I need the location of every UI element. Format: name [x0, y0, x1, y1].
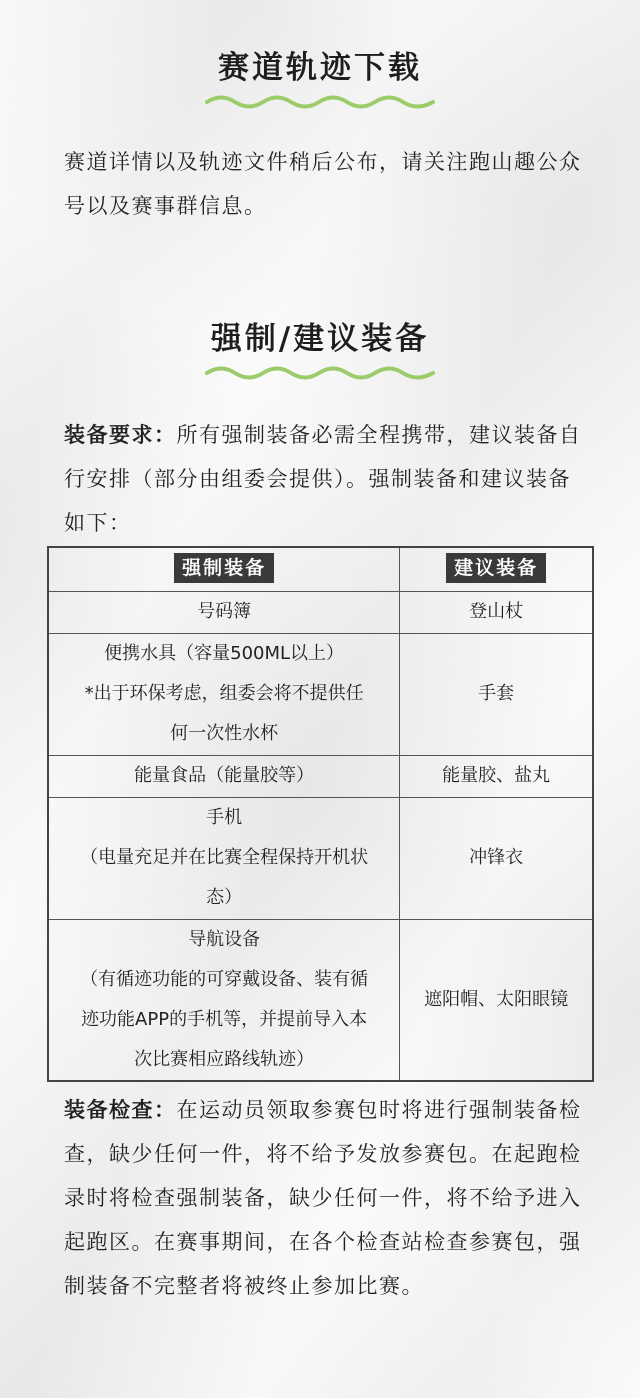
- mandatory-cell: [48, 755, 400, 797]
- suggested-cell: 手套: [400, 633, 593, 755]
- table-header-row: [48, 547, 593, 591]
- mandatory-cell: [48, 919, 400, 1081]
- equipment-requirements-paragraph: [64, 413, 584, 545]
- equipment-check-text: 在运动员领取参赛包时将进行强制装备检查，缺少任何一件，将不给予发放参赛包。在起跑检录时将检查强制装备，缺少任何一件，将不给予进入起跑区。在赛事期间，在各个检查站检查参赛包，强制装备不完整者将被终止参加比赛。: [64, 1098, 582, 1298]
- equipment-requirements-label: 装备要求：: [64, 423, 177, 447]
- header-mandatory-label: 强制装备: [174, 553, 274, 583]
- mandatory-line: 手机: [206, 807, 243, 828]
- mandatory-cell: [48, 591, 400, 633]
- suggested-cell: 冲锋衣: [400, 797, 593, 919]
- mandatory-line: 态）: [206, 887, 243, 908]
- mandatory-line: 导航设备: [188, 928, 261, 950]
- mandatory-cell: [48, 633, 400, 755]
- mandatory-line: 能量食品（能量胶等）: [134, 765, 315, 786]
- header-mandatory: [48, 547, 400, 591]
- equipment-requirements-text: 所有强制装备必需全程携带，建议装备自行安排（部分由组委会提供）。强制装备和建议装备如下：: [64, 423, 582, 535]
- mandatory-line: 号码簿: [197, 601, 252, 622]
- mandatory-cell: [48, 797, 400, 919]
- equipment-check-paragraph: [64, 1088, 584, 1308]
- header-suggested: [400, 547, 593, 591]
- wave-divider-1: [205, 91, 435, 113]
- suggested-cell: 遮阳帽、太阳眼镜: [400, 919, 593, 1081]
- mandatory-line: 次比赛相应路线轨迹）: [134, 1048, 315, 1070]
- table-row: [48, 919, 593, 1081]
- mandatory-line: *出于环保考虑，组委会将不提供任: [84, 683, 364, 704]
- track-info-paragraph: 赛道详情以及轨迹文件稍后公布，请关注跑山趣公众号以及赛事群信息。: [64, 150, 582, 218]
- section-title-track-download: 赛道轨迹下载: [218, 50, 422, 86]
- header-suggested-label: 建议装备: [446, 553, 546, 583]
- mandatory-line: （电量充足并在比赛全程保持开机状: [80, 847, 369, 868]
- mandatory-line: 何一次性水杯: [170, 723, 279, 744]
- table-row: [48, 797, 593, 919]
- mandatory-line: 便携水具（容量500ML以上）: [104, 643, 345, 664]
- equipment-table: [47, 546, 594, 1082]
- equipment-check-label: 装备检查：: [64, 1098, 177, 1122]
- table-row: [48, 591, 593, 633]
- table-row: [48, 633, 593, 755]
- mandatory-line: 迹功能APP的手机等，并提前导入本: [81, 1008, 368, 1030]
- suggested-cell: 登山杖: [400, 591, 593, 633]
- table-row: [48, 755, 593, 797]
- wave-divider-2: [205, 362, 435, 384]
- suggested-cell: 能量胶、盐丸: [400, 755, 593, 797]
- section-title-equipment: 强制/建议装备: [210, 321, 430, 357]
- mandatory-line: （有循迹功能的可穿戴设备、装有循: [80, 968, 369, 990]
